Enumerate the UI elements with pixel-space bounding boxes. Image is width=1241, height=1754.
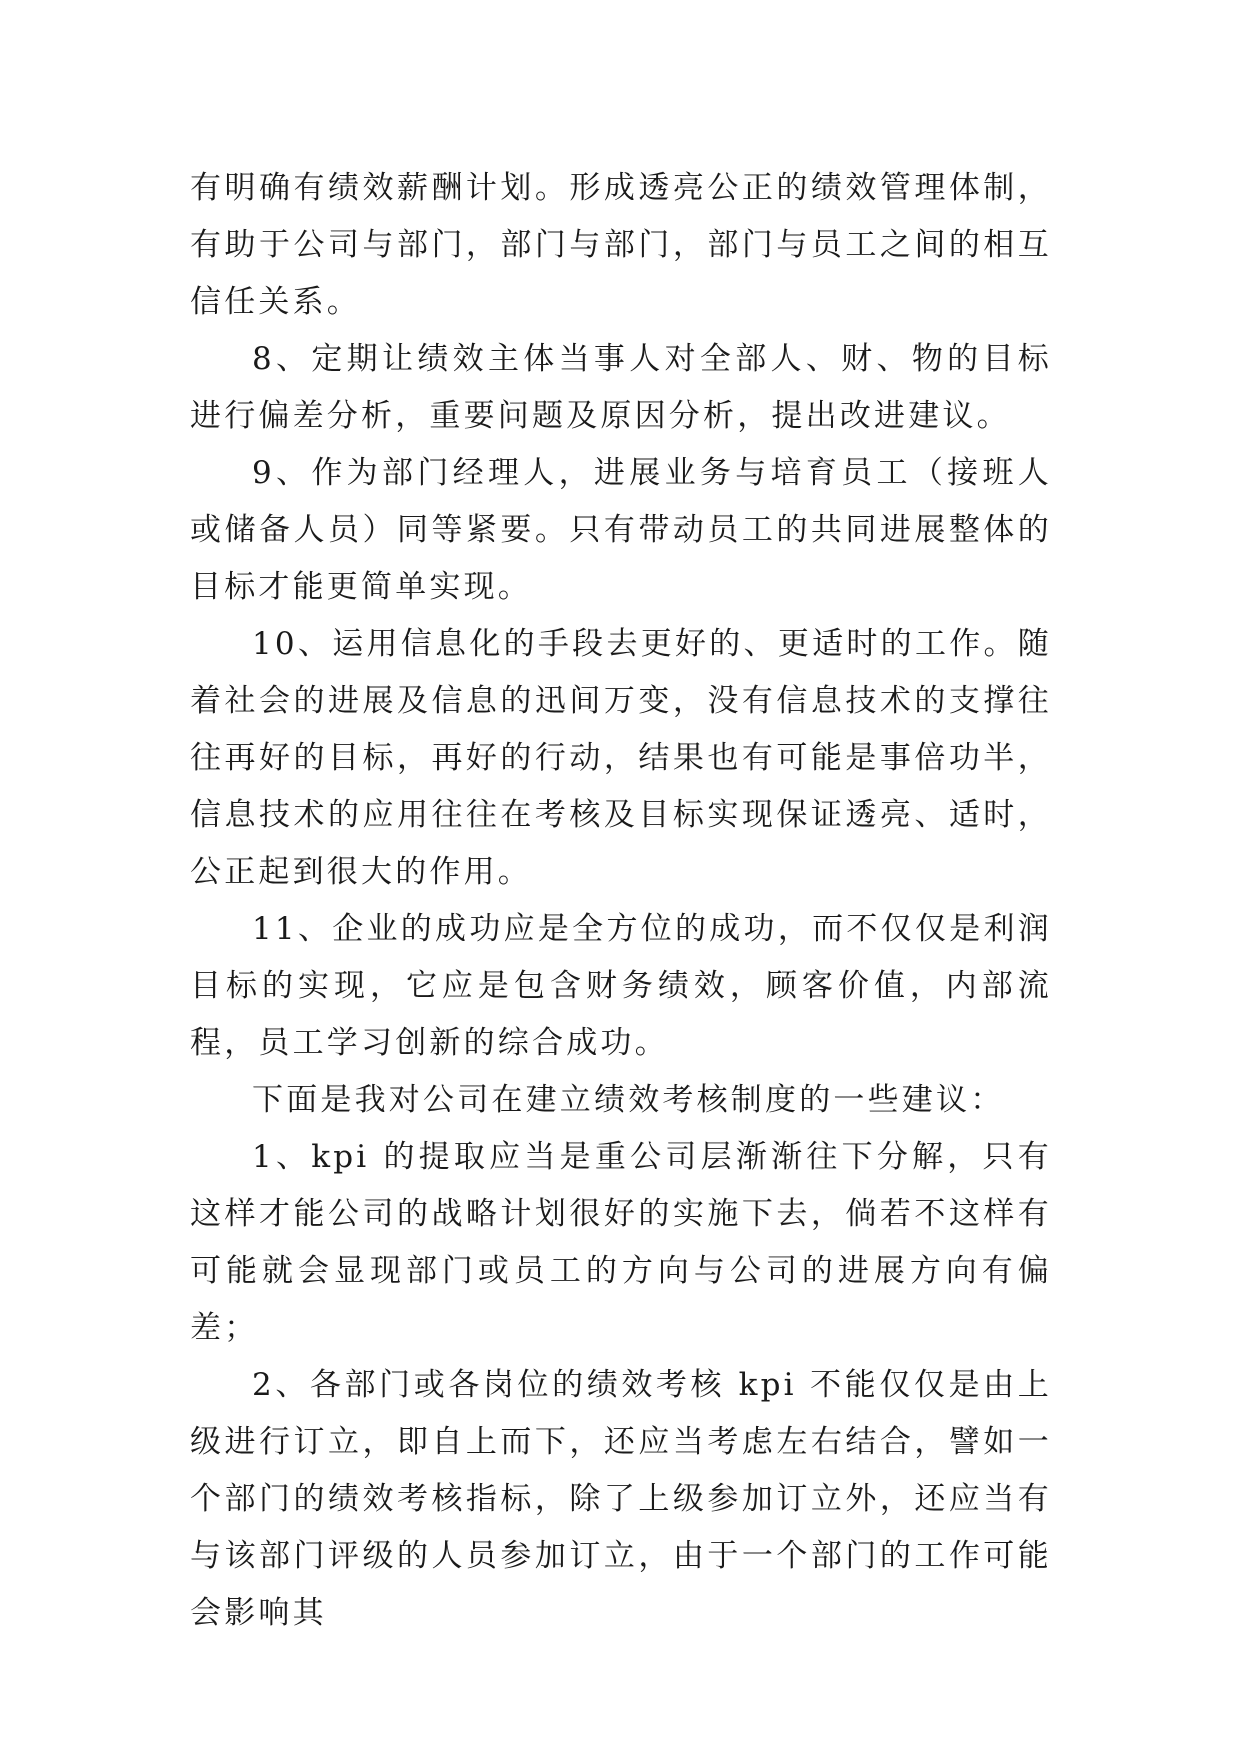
paragraph-item-10: 10、运用信息化的手段去更好的、更适时的工作。随着社会的进展及信息的迅间万变，没有信息技术的支撑往往再好的目标，再好的行动，结果也有可能是事倍功半，信息技术的应用往往在考核及目标实现保证透亮、适时，公正起到很大的作用。	[190, 626, 1052, 890]
paragraph-item-8: 8、定期让绩效主体当事人对全部人、财、物的目标进行偏差分析，重要问题及原因分析，提出改进建议。	[190, 341, 1052, 434]
paragraph-continuation: 有明确有绩效薪酬计划。形成透亮公正的绩效管理体制，有助于公司与部门，部门与部门，部门与员工之间的相互信任关系。	[190, 170, 1052, 320]
paragraph-suggestion-1: 1、kpi 的提取应当是重公司层渐渐往下分解，只有这样才能公司的战略计划很好的实施下去，倘若不这样有可能就会显现部门或员工的方向与公司的进展方向有偏差；	[190, 1139, 1052, 1346]
paragraph-suggestion-2: 2、各部门或各岗位的绩效考核 kpi 不能仅仅是由上级进行订立，即自上而下，还应当考虑左右结合，譬如一个部门的绩效考核指标，除了上级参加订立外，还应当有与该部门评级的人员参加订立，由于一个部门的工作可能会影响其	[190, 1367, 1052, 1631]
paragraph-item-9: 9、作为部门经理人，进展业务与培育员工（接班人或储备人员）同等紧要。只有带动员工的共同进展整体的目标才能更简单实现。	[190, 455, 1052, 605]
paragraph-suggestions-intro: 下面是我对公司在建立绩效考核制度的一些建议：	[252, 1082, 1005, 1118]
paragraph-item-11: 11、企业的成功应是全方位的成功，而不仅仅是利润目标的实现，它应是包含财务绩效，顾客价值，内部流程，员工学习创新的综合成功。	[190, 911, 1052, 1061]
document-body	[190, 160, 1052, 1642]
